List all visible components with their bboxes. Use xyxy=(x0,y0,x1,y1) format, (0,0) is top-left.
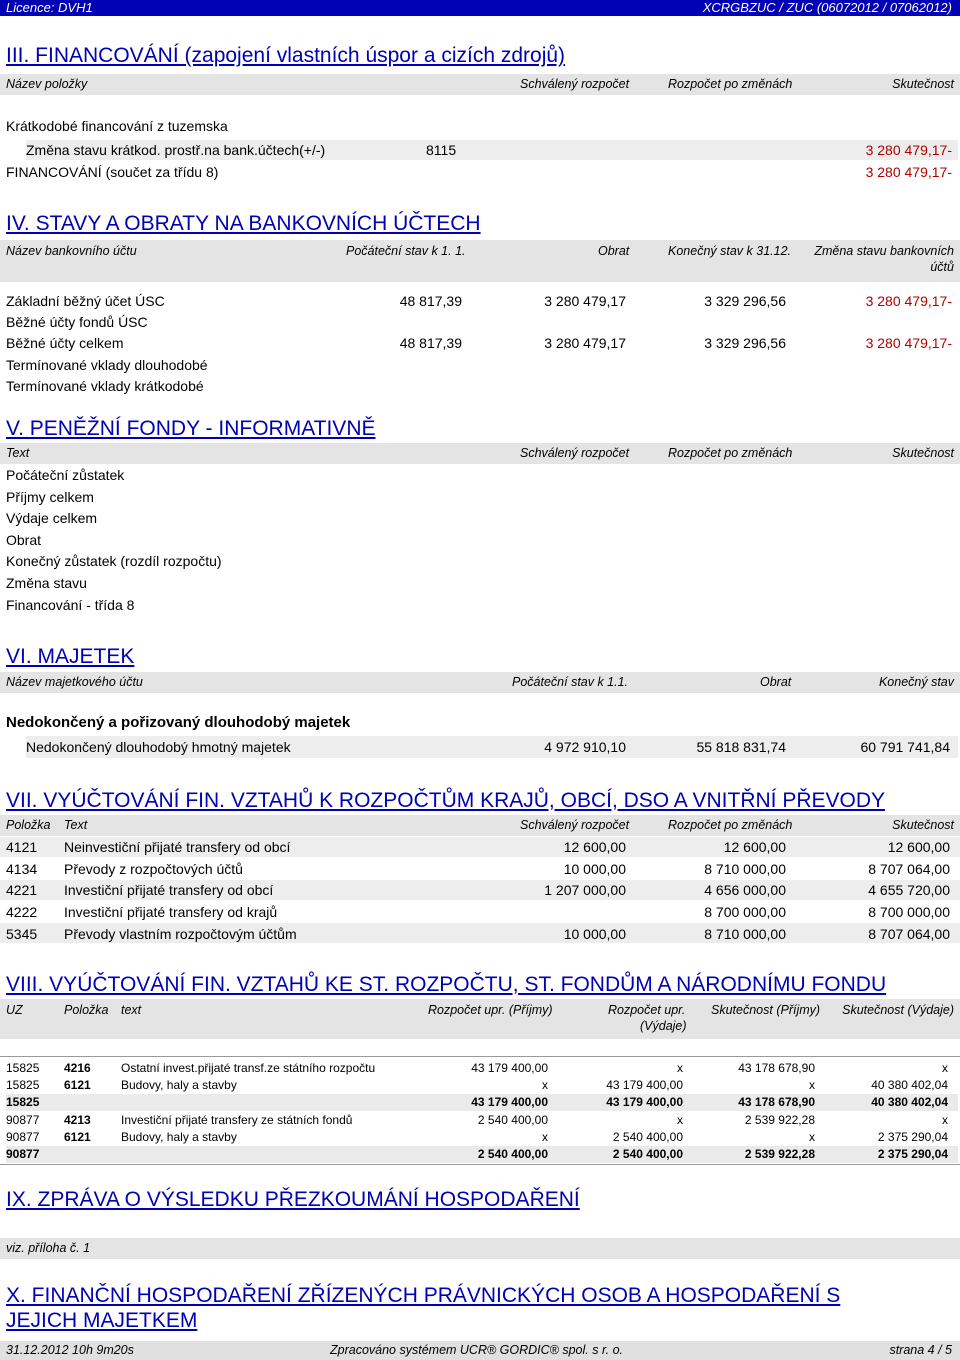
financing-total-actual: 3 280 479,17- xyxy=(865,164,952,180)
col-approved-budget: Schválený rozpočet xyxy=(520,77,630,91)
transfer-row-text: Investiční přijaté transfery od krajů xyxy=(64,904,278,920)
fund-row-label: Změna stavu xyxy=(6,575,87,591)
fund-row-label: Příjmy celkem xyxy=(6,489,94,505)
col-balance-change-2: účtů xyxy=(930,260,954,274)
col-text: text xyxy=(121,1003,142,1017)
bank-row-end: 3 329 296,56 xyxy=(704,335,786,351)
transfer-row-actual: 8 700 000,00 xyxy=(868,904,950,920)
footer-page: strana 4 / 5 xyxy=(889,1343,952,1357)
state-budget-row xyxy=(6,1129,958,1146)
col-turnover: Obrat xyxy=(760,675,792,689)
transfer-row-actual: 4 655 720,00 xyxy=(868,882,950,898)
financing-row-label: Změna stavu krátkod. prostř.na bank.účtech(+/-) xyxy=(26,142,326,158)
col-actual: Skutečnost xyxy=(892,446,954,460)
bank-row-label: Termínované vklady krátkodobé xyxy=(6,378,204,394)
transfer-row-text: Neinvestiční přijaté transfery od obcí xyxy=(64,839,291,855)
section-viii-column-header xyxy=(0,999,960,1039)
state-row-uz: 15825 xyxy=(6,1061,40,1075)
bank-row-start: 48 817,39 xyxy=(399,335,462,351)
transfer-row-approved: 10 000,00 xyxy=(563,861,626,877)
col-approved-budget: Schválený rozpočet xyxy=(520,446,630,460)
state-row-income-budget: 2 540 400,00 xyxy=(477,1113,548,1127)
bank-row-turnover: 3 280 479,17 xyxy=(544,335,626,351)
col-modified-budget: Rozpočet po změnách xyxy=(668,818,793,832)
state-row-expense-budget: 2 540 400,00 xyxy=(612,1130,683,1144)
state-row-expense-actual: x xyxy=(942,1113,948,1127)
asset-row-end: 60 791 741,84 xyxy=(860,739,950,755)
transfer-row-approved: 10 000,00 xyxy=(563,926,626,942)
bank-row-change: 3 280 479,17- xyxy=(865,293,952,309)
bank-row-label: Běžné účty fondů ÚSC xyxy=(6,314,148,330)
state-row-expense-actual: 40 380 402,04 xyxy=(871,1095,948,1109)
transfer-row-text: Převody vlastním rozpočtovým účtům xyxy=(64,926,297,942)
section-iv-column-header xyxy=(0,240,960,282)
asset-row-turnover: 55 818 831,74 xyxy=(696,739,786,755)
asset-row-start: 4 972 910,10 xyxy=(544,739,626,755)
col-text: Text xyxy=(64,818,88,832)
asset-row-label: Nedokončený dlouhodobý hmotný majetek xyxy=(26,739,291,755)
col-uz: UZ xyxy=(6,1003,23,1017)
section-viii-title: VIII. VYÚČTOVÁNÍ FIN. VZTAHŮ KE ST. ROZPOČTU, ST. FONDŮM A NÁRODNÍMU FONDU xyxy=(6,973,887,996)
state-row-income-actual: x xyxy=(809,1130,815,1144)
fund-row-label: Financování - třída 8 xyxy=(6,597,135,613)
state-row-uz: 15825 xyxy=(6,1078,40,1092)
section-vi-column-header xyxy=(0,672,960,693)
state-row-item: 6121 xyxy=(64,1130,91,1144)
state-row-item: 4213 xyxy=(64,1113,91,1127)
col-end-balance: Konečný stav xyxy=(878,675,954,689)
col-expense-budget-2: (Výdaje) xyxy=(640,1019,687,1033)
state-row-text: Budovy, haly a stavby xyxy=(121,1130,237,1144)
col-modified-budget: Rozpočet po změnách xyxy=(668,77,793,91)
section-vi-title: VI. MAJETEK xyxy=(6,645,135,668)
state-row-income-actual: 43 178 678,90 xyxy=(738,1095,815,1109)
fund-row-label: Obrat xyxy=(6,532,42,548)
transfer-row-actual: 12 600,00 xyxy=(887,839,950,855)
col-item-name: Název položky xyxy=(6,77,88,91)
col-expense-actual: Skutečnost (Výdaje) xyxy=(842,1003,954,1017)
col-start-balance: Počáteční stav k 1. 1. xyxy=(346,244,466,258)
section-iii-title: III. FINANCOVÁNÍ (zapojení vlastních úspor a cizích zdrojů) xyxy=(6,44,566,67)
transfer-row-modified: 8 710 000,00 xyxy=(704,861,786,877)
footer-datetime: 31.12.2012 10h 9m20s xyxy=(6,1343,134,1357)
state-row-expense-budget: x xyxy=(677,1113,683,1127)
table-rule xyxy=(0,1056,960,1057)
transfer-row-text: Investiční přijaté transfery od obcí xyxy=(64,882,274,898)
state-budget-row xyxy=(6,1077,958,1094)
section-v-title: V. PENĚŽNÍ FONDY - INFORMATIVNĚ xyxy=(6,417,376,440)
col-actual: Skutečnost xyxy=(892,818,954,832)
section-v-column-header xyxy=(0,443,960,464)
transfer-row-modified: 8 700 000,00 xyxy=(704,904,786,920)
col-item: Položka xyxy=(6,818,51,832)
state-budget-subtotal-row xyxy=(6,1094,958,1111)
group-label: Krátkodobé financování z tuzemska xyxy=(6,118,228,134)
bank-row-turnover: 3 280 479,17 xyxy=(544,293,626,309)
col-approved-budget: Schválený rozpočet xyxy=(520,818,630,832)
section-x-title: X. FINANČNÍ HOSPODAŘENÍ ZŘÍZENÝCH PRÁVNICKÝCH OSOB A HOSPODAŘENÍ S xyxy=(6,1284,841,1307)
transfer-row-actual: 8 707 064,00 xyxy=(868,926,950,942)
state-budget-subtotal-row xyxy=(6,1146,958,1163)
bank-row-change: 3 280 479,17- xyxy=(865,335,952,351)
financing-row-actual: 3 280 479,17- xyxy=(865,142,952,158)
state-row-text: Ostatní invest.přijaté transf.ze státního rozpočtu xyxy=(121,1061,376,1075)
report-id-label: XCRGBZUC / ZUC (06072012 / 07062012) xyxy=(702,0,952,15)
state-row-uz: 90877 xyxy=(6,1147,40,1161)
bank-row-end: 3 329 296,56 xyxy=(704,293,786,309)
state-row-text: Investiční přijaté transfery ze státních fondů xyxy=(121,1113,353,1127)
footer-system: Zpracováno systémem UCR® GORDIC® spol. s r. o. xyxy=(330,1343,624,1357)
section-iv-title: IV. STAVY A OBRATY NA BANKOVNÍCH ÚČTECH xyxy=(6,212,481,235)
state-row-expense-budget: 43 179 400,00 xyxy=(606,1095,683,1109)
state-row-income-actual: 2 539 922,28 xyxy=(744,1147,815,1161)
state-row-expense-budget: 2 540 400,00 xyxy=(612,1147,683,1161)
section-iii-column-header xyxy=(0,74,960,95)
state-budget-row xyxy=(6,1060,958,1077)
bank-row-label: Základní běžný účet ÚSC xyxy=(6,293,165,309)
state-row-uz: 90877 xyxy=(6,1113,40,1127)
transfer-row-modified: 4 656 000,00 xyxy=(704,882,786,898)
transfer-row-approved: 12 600,00 xyxy=(563,839,626,855)
col-expense-budget: Rozpočet upr. xyxy=(608,1003,686,1017)
financing-row-code: 8115 xyxy=(426,142,457,158)
col-actual: Skutečnost xyxy=(892,77,954,91)
state-row-expense-actual: 2 375 290,04 xyxy=(877,1147,948,1161)
transfer-row-modified: 8 710 000,00 xyxy=(704,926,786,942)
col-bank-account: Název bankovního účtu xyxy=(6,244,137,258)
section-vii-column-header xyxy=(0,815,960,836)
transfer-row-text: Převody z rozpočtových účtů xyxy=(64,861,243,877)
state-row-income-actual: x xyxy=(809,1078,815,1092)
state-row-item: 6121 xyxy=(64,1078,91,1092)
transfer-row-item: 5345 xyxy=(6,926,38,942)
transfer-row-item: 4134 xyxy=(6,861,38,877)
financing-total-label: FINANCOVÁNÍ (součet za třídu 8) xyxy=(6,164,219,180)
section-ix-note: viz. příloha č. 1 xyxy=(6,1241,91,1255)
transfer-row-item: 4222 xyxy=(6,904,38,920)
bank-row-label: Termínované vklady dlouhodobé xyxy=(6,357,208,373)
bank-row-start: 48 817,39 xyxy=(399,293,462,309)
section-ix-note-band xyxy=(0,1238,960,1259)
bank-row-label: Běžné účty celkem xyxy=(6,335,124,351)
transfer-row-approved: 1 207 000,00 xyxy=(544,882,626,898)
fund-row-label: Počáteční zůstatek xyxy=(6,467,125,483)
state-row-uz: 15825 xyxy=(6,1095,40,1109)
col-text: Text xyxy=(6,446,30,460)
state-row-income-budget: 43 179 400,00 xyxy=(471,1061,548,1075)
transfer-row-item: 4121 xyxy=(6,839,38,855)
col-income-actual: Skutečnost (Příjmy) xyxy=(711,1003,821,1017)
state-budget-row xyxy=(6,1112,958,1129)
asset-group-label: Nedokončený a pořizovaný dlouhodobý majetek xyxy=(6,714,351,731)
report-footer xyxy=(0,1341,960,1360)
col-balance-change: Změna stavu bankovních xyxy=(814,244,954,258)
license-label: Licence: DVH1 xyxy=(6,0,93,15)
section-vii-title: VII. VYÚČTOVÁNÍ FIN. VZTAHŮ K ROZPOČTŮM KRAJŮ, OBCÍ, DSO A VNITŘNÍ PŘEVODY xyxy=(6,789,886,812)
col-asset-account: Název majetkového účtu xyxy=(6,675,143,689)
state-row-income-budget: x xyxy=(542,1078,548,1092)
fund-row-label: Konečný zůstatek (rozdíl rozpočtu) xyxy=(6,553,222,569)
report-header-bar xyxy=(0,0,960,16)
state-row-income-actual: 43 178 678,90 xyxy=(738,1061,815,1075)
state-row-expense-actual: 40 380 402,04 xyxy=(871,1078,948,1092)
col-modified-budget: Rozpočet po změnách xyxy=(668,446,793,460)
transfer-row-modified: 12 600,00 xyxy=(723,839,786,855)
section-x-title-2: JEJICH MAJETKEM xyxy=(6,1309,198,1332)
state-row-expense-actual: 2 375 290,04 xyxy=(877,1130,948,1144)
transfer-row-actual: 8 707 064,00 xyxy=(868,861,950,877)
state-row-text: Budovy, haly a stavby xyxy=(121,1078,237,1092)
fund-row-label: Výdaje celkem xyxy=(6,510,98,526)
state-row-item: 4216 xyxy=(64,1061,91,1075)
state-row-income-actual: 2 539 922,28 xyxy=(744,1113,815,1127)
state-row-expense-budget: 43 179 400,00 xyxy=(606,1078,683,1092)
table-rule xyxy=(0,1164,960,1165)
state-row-uz: 90877 xyxy=(6,1130,40,1144)
col-item: Položka xyxy=(64,1003,109,1017)
state-row-expense-budget: x xyxy=(677,1061,683,1075)
col-income-budget: Rozpočet upr. (Příjmy) xyxy=(428,1003,553,1017)
state-row-income-budget: x xyxy=(542,1130,548,1144)
transfer-row-item: 4221 xyxy=(6,882,38,898)
col-start-balance: Počáteční stav k 1.1. xyxy=(512,675,629,689)
section-ix-title: IX. ZPRÁVA O VÝSLEDKU PŘEZKOUMÁNÍ HOSPODAŘENÍ xyxy=(6,1188,580,1211)
col-turnover: Obrat xyxy=(598,244,630,258)
state-row-income-budget: 2 540 400,00 xyxy=(477,1147,548,1161)
state-row-expense-actual: x xyxy=(942,1061,948,1075)
col-end-balance: Konečný stav k 31.12. xyxy=(668,244,791,258)
state-row-income-budget: 43 179 400,00 xyxy=(471,1095,548,1109)
